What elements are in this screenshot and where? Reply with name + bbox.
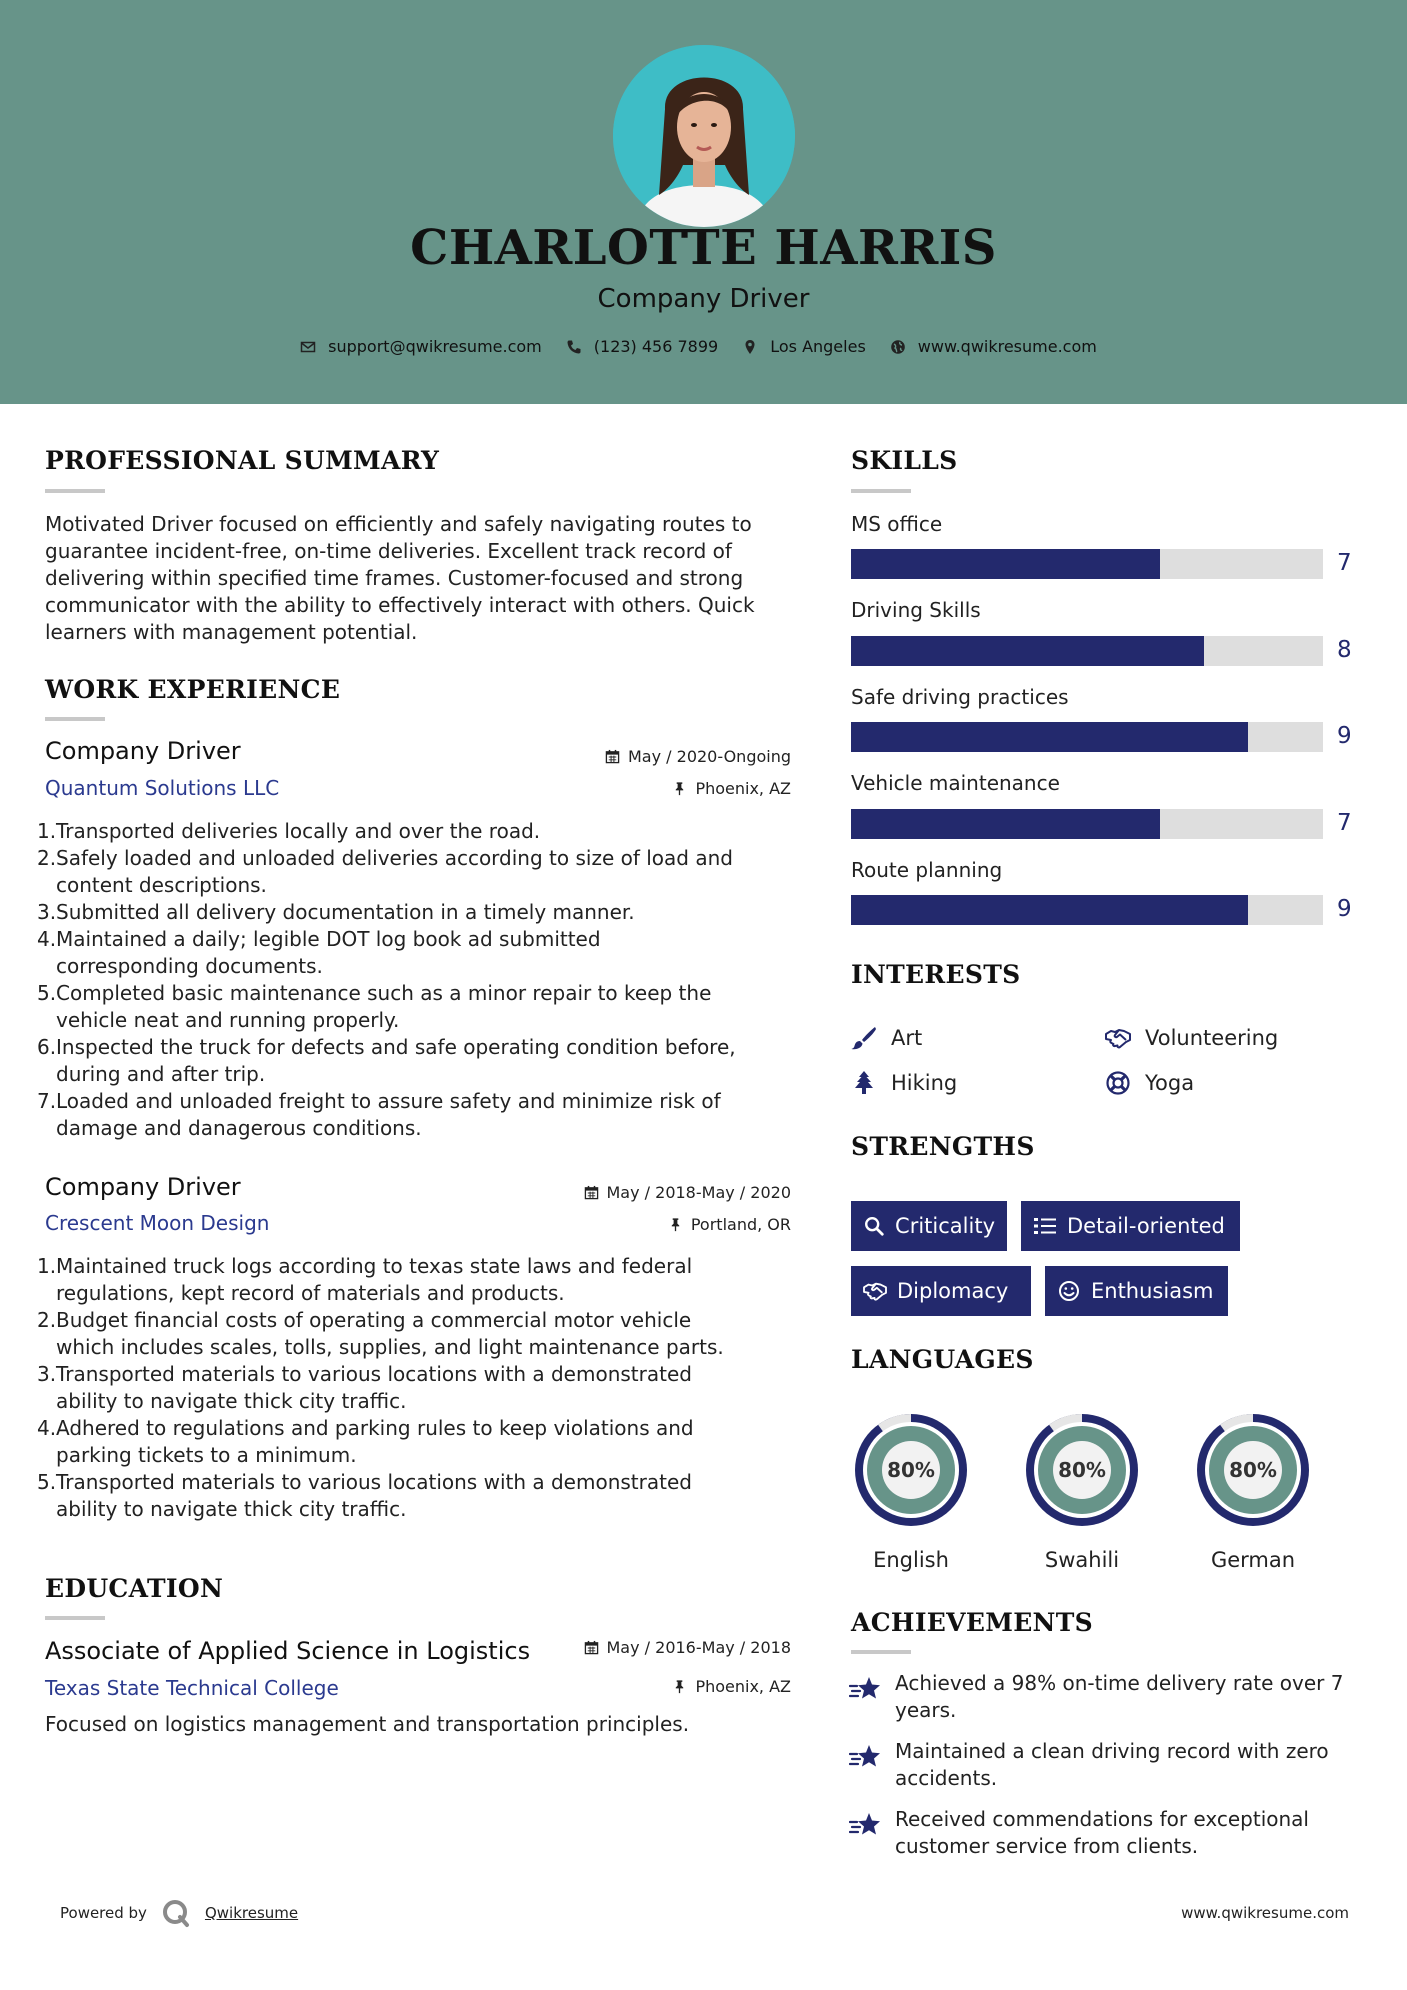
language-name: English <box>873 1548 949 1572</box>
education-date-text: May / 2016-May / 2018 <box>606 1638 791 1657</box>
footer-url[interactable]: www.qwikresume.com <box>1181 1904 1349 1922</box>
list-item <box>37 926 817 980</box>
duty-text <box>56 980 711 1034</box>
job-2-duties <box>37 1253 817 1523</box>
list-icon <box>1033 1215 1057 1237</box>
duty-line: content descriptions. <box>56 873 267 897</box>
interest-yoga <box>1105 1071 1194 1095</box>
skills-heading: SKILLS <box>851 446 958 475</box>
achievement-text <box>895 1738 1329 1792</box>
footer-brand-link[interactable]: Qwikresume <box>204 1904 299 1922</box>
duty-line: Maintained a daily; legible DOT log book ad submitted <box>56 927 601 951</box>
lifebuoy-icon <box>1105 1071 1131 1095</box>
duty-line: Budget financial costs of operating a commercial motor vehicle <box>56 1308 692 1332</box>
duty-line: parking tickets to a minimum. <box>56 1443 357 1467</box>
contact-location <box>742 337 866 356</box>
list-item <box>37 818 817 845</box>
duty-text <box>56 1034 736 1088</box>
list-item <box>37 1469 817 1523</box>
footer-powered-by <box>60 1898 298 1928</box>
duty-number: 3. <box>37 900 57 924</box>
powered-by-text: Powered by <box>60 1904 147 1922</box>
language-ring <box>1191 1408 1315 1532</box>
calendar-icon <box>584 1640 599 1655</box>
skill-bar <box>851 722 1323 752</box>
achievement-item <box>849 1738 1369 1792</box>
duty-number: 5. <box>37 981 57 1005</box>
duty-text <box>56 899 635 926</box>
duty-number: 5. <box>37 1470 57 1494</box>
duty-text <box>56 1088 721 1142</box>
language-name: German <box>1210 1548 1296 1572</box>
experience-rule <box>45 717 105 721</box>
summary-rule <box>45 489 105 493</box>
language-ring <box>849 1408 973 1532</box>
strength-label: Detail-oriented <box>1067 1214 1225 1238</box>
skill-bar <box>851 895 1323 925</box>
skill-value: 7 <box>1337 810 1352 836</box>
skill-label: Vehicle maintenance <box>851 771 1060 795</box>
contact-email[interactable] <box>300 337 542 356</box>
list-item <box>37 980 817 1034</box>
job-1-duties <box>37 818 817 1142</box>
experience-heading: WORK EXPERIENCE <box>45 675 341 704</box>
duty-number: 4. <box>37 927 57 951</box>
smiley-icon <box>1057 1280 1081 1302</box>
list-item <box>37 1361 817 1415</box>
resume-header <box>0 0 1407 404</box>
job-2-company[interactable]: Crescent Moon Design <box>45 1211 270 1235</box>
language-german <box>1191 1408 1315 1572</box>
strength-detail-oriented <box>1021 1201 1240 1251</box>
skill-bar-fill <box>851 549 1160 579</box>
education-heading: EDUCATION <box>45 1574 224 1603</box>
pushpin-icon <box>668 1217 683 1232</box>
duty-text <box>56 845 733 899</box>
duty-text <box>56 1361 692 1415</box>
qwikresume-logo-icon <box>161 1898 191 1928</box>
duty-line: Submitted all delivery documentation in a timely manner. <box>56 900 635 924</box>
interest-hiking <box>851 1071 957 1095</box>
skill-label: Safe driving practices <box>851 685 1069 709</box>
duty-line: Safely loaded and unloaded deliveries according to size of load and <box>56 846 733 870</box>
envelope-icon <box>300 339 316 355</box>
duty-line: Adhered to regulations and parking rules to keep violations and <box>56 1416 694 1440</box>
duty-number: 7. <box>37 1089 57 1113</box>
profile-photo <box>613 45 795 227</box>
duty-line: damage and danagerous conditions. <box>56 1116 422 1140</box>
duty-line: Maintained truck logs according to texas state laws and federal <box>56 1254 693 1278</box>
map-pin-icon <box>742 339 758 355</box>
list-item <box>37 1253 817 1307</box>
contact-website[interactable] <box>890 337 1097 356</box>
skill-bar-fill <box>851 809 1160 839</box>
list-item <box>37 1034 817 1088</box>
job-1-date-text: May / 2020-Ongoing <box>628 747 791 766</box>
summary-line: Motivated Driver focused on efficiently and safely navigating routes to <box>45 512 752 536</box>
skill-bar-fill <box>851 895 1248 925</box>
duty-text <box>56 1253 692 1307</box>
strength-label: Enthusiasm <box>1091 1279 1214 1303</box>
handshake-icon <box>1105 1026 1131 1050</box>
achievement-text <box>895 1806 1309 1860</box>
duty-number: 3. <box>37 1362 57 1386</box>
shooting-star-icon <box>849 1742 881 1772</box>
education-degree: Associate of Applied Science in Logistics <box>45 1637 531 1665</box>
language-percent: 80% <box>887 1458 935 1482</box>
interest-art <box>851 1026 922 1050</box>
summary-line: communicator with the ability to effectively interact with others. Quick <box>45 593 755 617</box>
candidate-title: Company Driver <box>597 284 810 314</box>
education-location-text: Phoenix, AZ <box>695 1677 791 1696</box>
duty-line: ability to navigate thick city traffic. <box>56 1389 407 1413</box>
pushpin-icon <box>672 1679 687 1694</box>
strength-diplomacy <box>851 1266 1031 1316</box>
phone-icon <box>566 339 582 355</box>
interest-volunteering <box>1105 1026 1278 1050</box>
language-percent: 80% <box>1229 1458 1277 1482</box>
summary-line: guarantee incident-free, on-time deliveries. Excellent track record of <box>45 539 732 563</box>
education-location <box>672 1677 791 1696</box>
skill-bar <box>851 636 1323 666</box>
education-rule <box>45 1616 105 1620</box>
language-percent: 80% <box>1058 1458 1106 1482</box>
duty-text <box>56 818 540 845</box>
job-1-title: Company Driver <box>45 737 241 765</box>
languages-heading: LANGUAGES <box>851 1345 1034 1374</box>
list-item <box>37 845 817 899</box>
duty-text <box>56 1307 724 1361</box>
job-2-date-text: May / 2018-May / 2020 <box>606 1183 791 1202</box>
duty-number: 4. <box>37 1416 57 1440</box>
job-2-location-text: Portland, OR <box>690 1215 791 1234</box>
achievements-rule <box>851 1650 911 1654</box>
duty-line: Loaded and unloaded freight to assure safety and minimize risk of <box>56 1089 721 1113</box>
duty-number: 2. <box>37 846 57 870</box>
skill-value: 9 <box>1337 896 1352 922</box>
contact-location-text: Los Angeles <box>770 337 866 356</box>
contact-website-text: www.qwikresume.com <box>917 337 1097 356</box>
skill-bar <box>851 549 1323 579</box>
contact-email-text: support@qwikresume.com <box>328 337 542 356</box>
skill-label: Route planning <box>851 858 1003 882</box>
shooting-star-icon <box>849 1810 881 1840</box>
achievement-line: accidents. <box>895 1766 998 1790</box>
globe-icon <box>890 339 906 355</box>
skill-bar-fill <box>851 636 1204 666</box>
strength-criticality <box>851 1201 1007 1251</box>
job-2-title: Company Driver <box>45 1173 241 1201</box>
achievement-line: Received commendations for exceptional <box>895 1807 1309 1831</box>
duty-line: vehicle neat and running properly. <box>56 1008 400 1032</box>
language-swahili <box>1020 1408 1144 1572</box>
interests-heading: INTERESTS <box>851 960 1021 989</box>
duty-number: 6. <box>37 1035 57 1059</box>
interest-label: Yoga <box>1145 1071 1195 1095</box>
duty-line: corresponding documents. <box>56 954 323 978</box>
contact-bar <box>0 337 1407 356</box>
paintbrush-icon <box>851 1026 877 1050</box>
strength-label: Criticality <box>895 1214 995 1238</box>
list-item <box>37 1415 817 1469</box>
interest-label: Volunteering <box>1145 1026 1279 1050</box>
achievement-item <box>849 1806 1369 1860</box>
language-english <box>849 1408 973 1572</box>
interest-label: Art <box>891 1026 923 1050</box>
duty-line: during and after trip. <box>56 1062 266 1086</box>
job-1-date <box>605 747 791 766</box>
skill-bar <box>851 809 1323 839</box>
duty-text <box>56 1469 692 1523</box>
education-school[interactable]: Texas State Technical College <box>45 1676 339 1700</box>
language-name: Swahili <box>1044 1548 1120 1572</box>
achievements-heading: ACHIEVEMENTS <box>851 1608 1093 1637</box>
job-1-location-text: Phoenix, AZ <box>695 779 791 798</box>
skill-label: Driving Skills <box>851 598 981 622</box>
search-icon <box>863 1215 885 1237</box>
skill-bar-fill <box>851 722 1248 752</box>
summary-line: learners with management potential. <box>45 620 418 644</box>
summary-line: delivering within specified time frames. Customer-focused and strong <box>45 566 744 590</box>
duty-text <box>56 926 601 980</box>
skill-value: 7 <box>1337 550 1352 576</box>
handshake-icon <box>863 1280 887 1302</box>
contact-phone-text: (123) 456 7899 <box>593 337 719 356</box>
tree-icon <box>851 1071 877 1095</box>
summary-heading: PROFESSIONAL SUMMARY <box>45 446 440 475</box>
interest-label: Hiking <box>891 1071 958 1095</box>
duty-line: Transported deliveries locally and over the road. <box>56 819 541 843</box>
duty-number: 1. <box>37 1254 57 1278</box>
list-item <box>37 1307 817 1361</box>
achievement-line: customer service from clients. <box>895 1834 1199 1858</box>
achievement-text <box>895 1670 1344 1724</box>
calendar-icon <box>584 1185 599 1200</box>
duty-line: ability to navigate thick city traffic. <box>56 1497 407 1521</box>
job-2-location <box>668 1215 791 1234</box>
language-ring <box>1020 1408 1144 1532</box>
list-item <box>37 899 817 926</box>
duty-text <box>56 1415 694 1469</box>
candidate-name: CHARLOTTE HARRIS <box>410 220 997 276</box>
achievement-line: years. <box>895 1698 957 1722</box>
avatar-illustration <box>613 45 795 227</box>
duty-line: regulations, kept record of materials and products. <box>56 1281 565 1305</box>
job-1-company[interactable]: Quantum Solutions LLC <box>45 776 280 800</box>
contact-phone[interactable] <box>566 337 718 356</box>
skill-value: 9 <box>1337 723 1352 749</box>
strength-label: Diplomacy <box>897 1279 1009 1303</box>
achievement-item <box>849 1670 1369 1724</box>
calendar-icon <box>605 749 620 764</box>
education-date <box>584 1638 792 1657</box>
strengths-heading: STRENGTHS <box>851 1132 1035 1161</box>
achievement-line: Maintained a clean driving record with zero <box>895 1739 1329 1763</box>
strength-enthusiasm <box>1045 1266 1228 1316</box>
duty-number: 2. <box>37 1308 57 1332</box>
achievement-line: Achieved a 98% on-time delivery rate over 7 <box>895 1671 1344 1695</box>
education-description: Focused on logistics management and transportation principles. <box>45 1712 690 1736</box>
duty-line: Inspected the truck for defects and safe operating condition before, <box>56 1035 736 1059</box>
skill-label: MS office <box>851 512 943 536</box>
duty-line: Completed basic maintenance such as a minor repair to keep the <box>56 981 712 1005</box>
duty-line: Transported materials to various locations with a demonstrated <box>56 1470 692 1494</box>
job-1-location <box>672 779 791 798</box>
duty-number: 1. <box>37 819 57 843</box>
summary-text <box>45 511 805 646</box>
skills-rule <box>851 489 911 493</box>
job-2-date <box>584 1183 792 1202</box>
duty-line: which includes scales, tolls, supplies, and light maintenance parts. <box>56 1335 724 1359</box>
pushpin-icon <box>672 781 687 796</box>
skill-value: 8 <box>1337 637 1352 663</box>
duty-line: Transported materials to various locations with a demonstrated <box>56 1362 692 1386</box>
list-item <box>37 1088 817 1142</box>
shooting-star-icon <box>849 1674 881 1704</box>
